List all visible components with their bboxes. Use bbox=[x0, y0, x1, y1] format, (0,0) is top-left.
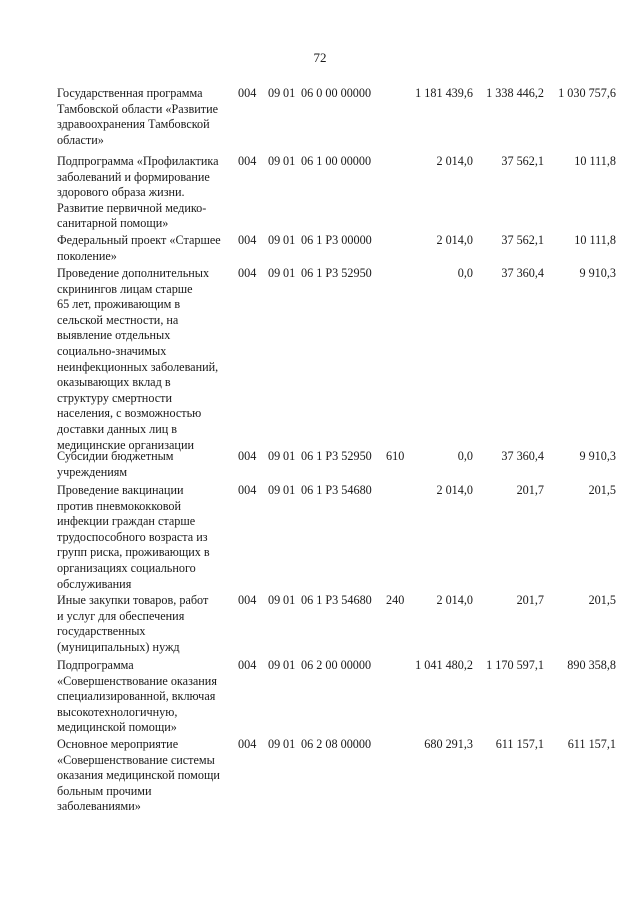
ministry-code: 004 bbox=[238, 449, 257, 463]
target-article-code: 06 1 00 00000 bbox=[301, 154, 372, 168]
amount-year-3: 9 910,3 bbox=[579, 449, 616, 463]
target-article-code: 06 0 00 00000 bbox=[301, 86, 372, 100]
amount-year-1: 2 014,0 bbox=[436, 483, 473, 497]
section-code: 09 bbox=[268, 593, 281, 607]
amount-year-3: 611 157,1 bbox=[567, 737, 616, 751]
target-article-code: 06 1 P3 52950 bbox=[301, 449, 372, 463]
ministry-code: 004 bbox=[238, 86, 257, 100]
amount-year-3: 1 030 757,6 bbox=[558, 86, 616, 100]
amount-year-2: 37 360,4 bbox=[501, 449, 544, 463]
amount-year-2: 37 562,1 bbox=[501, 154, 544, 168]
subsection-code: 01 bbox=[283, 233, 296, 247]
target-article-code: 06 1 P3 52950 bbox=[301, 266, 372, 280]
row-name: Иные закупки товаров, работ и услуг для обеспечения государственных (муниципальных) нужд bbox=[57, 593, 209, 654]
target-article-code: 06 2 08 00000 bbox=[301, 737, 372, 751]
row-name: Государственная программа Тамбовской области «Развитие здравоохранения Тамбовской области» bbox=[57, 86, 219, 147]
subsection-code: 01 bbox=[283, 658, 296, 672]
section-code: 09 bbox=[268, 266, 281, 280]
subsection-code: 01 bbox=[283, 483, 296, 497]
target-article-code: 06 1 P3 54680 bbox=[301, 483, 372, 497]
amount-year-2: 201,7 bbox=[516, 483, 544, 497]
subsection-code: 01 bbox=[283, 154, 296, 168]
target-article-code: 06 1 P3 54680 bbox=[301, 593, 372, 607]
expense-type-code: 240 bbox=[386, 593, 405, 607]
row-name: Федеральный проект «Старшее поколение» bbox=[57, 233, 221, 263]
amount-year-3: 10 111,8 bbox=[574, 233, 616, 247]
amount-year-2: 37 562,1 bbox=[501, 233, 544, 247]
amount-year-1: 0,0 bbox=[457, 449, 473, 463]
section-code: 09 bbox=[268, 737, 281, 751]
amount-year-3: 10 111,8 bbox=[574, 154, 616, 168]
ministry-code: 004 bbox=[238, 154, 257, 168]
row-name: Подпрограмма «Совершенствование оказания специализированной, включая высокотехнологичную, медицинской помощи» bbox=[57, 658, 217, 735]
amount-year-2: 1 170 597,1 bbox=[486, 658, 544, 672]
amount-year-2: 1 338 446,2 bbox=[486, 86, 544, 100]
section-code: 09 bbox=[268, 658, 281, 672]
subsection-code: 01 bbox=[283, 737, 296, 751]
section-code: 09 bbox=[268, 449, 281, 463]
ministry-code: 004 bbox=[238, 266, 257, 280]
section-code: 09 bbox=[268, 233, 281, 247]
row-name: Проведение вакцинации против пневмококковой инфекции граждан старше трудоспособного возраста из групп риска, проживающих в организациях социального обслуживания bbox=[57, 483, 210, 591]
amount-year-3: 9 910,3 bbox=[579, 266, 616, 280]
ministry-code: 004 bbox=[238, 737, 257, 751]
amount-year-3: 201,5 bbox=[588, 593, 616, 607]
target-article-code: 06 2 00 00000 bbox=[301, 658, 372, 672]
subsection-code: 01 bbox=[283, 593, 296, 607]
amount-year-2: 201,7 bbox=[516, 593, 544, 607]
subsection-code: 01 bbox=[283, 266, 296, 280]
amount-year-1: 1 041 480,2 bbox=[415, 658, 473, 672]
amount-year-2: 37 360,4 bbox=[501, 266, 544, 280]
row-name: Подпрограмма «Профилактика заболеваний и формирование здорового образа жизни. Развитие первичной медико- санитарной помощи» bbox=[57, 154, 219, 231]
amount-year-3: 890 358,8 bbox=[567, 658, 616, 672]
row-name: Субсидии бюджетным учреждениям bbox=[57, 449, 174, 479]
amount-year-1: 1 181 439,6 bbox=[415, 86, 473, 100]
amount-year-1: 2 014,0 bbox=[436, 154, 473, 168]
section-code: 09 bbox=[268, 154, 281, 168]
amount-year-1: 2 014,0 bbox=[436, 593, 473, 607]
ministry-code: 004 bbox=[238, 658, 257, 672]
subsection-code: 01 bbox=[283, 86, 296, 100]
ministry-code: 004 bbox=[238, 593, 257, 607]
amount-year-3: 201,5 bbox=[588, 483, 616, 497]
ministry-code: 004 bbox=[238, 483, 257, 497]
subsection-code: 01 bbox=[283, 449, 296, 463]
amount-year-2: 611 157,1 bbox=[495, 737, 544, 751]
section-code: 09 bbox=[268, 483, 281, 497]
row-name: Основное мероприятие «Совершенствование системы оказания медицинской помощи больным прочими заболеваниями» bbox=[57, 737, 220, 814]
section-code: 09 bbox=[268, 86, 281, 100]
ministry-code: 004 bbox=[238, 233, 257, 247]
target-article-code: 06 1 P3 00000 bbox=[301, 233, 372, 247]
row-name: Проведение дополнительных скринингов лицам старше 65 лет, проживающим в сельской местности, на выявление отдельных социально-значимых неинфекционных заболеваний, оказывающих вклад в структуру смертности населения, с возможностью доставки данных лиц в медицинские организации bbox=[57, 266, 219, 452]
expense-type-code: 610 bbox=[386, 449, 405, 463]
page-number: 72 bbox=[313, 50, 327, 65]
amount-year-1: 0,0 bbox=[457, 266, 473, 280]
amount-year-1: 680 291,3 bbox=[424, 737, 473, 751]
amount-year-1: 2 014,0 bbox=[436, 233, 473, 247]
